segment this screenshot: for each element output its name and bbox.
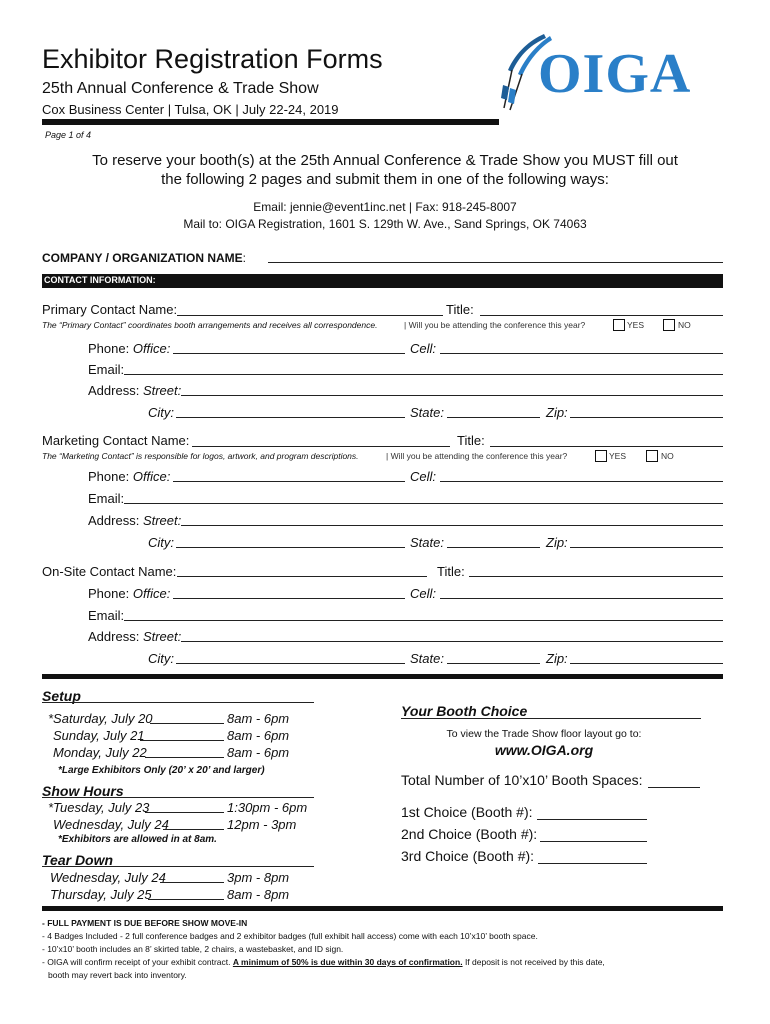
onsite-address-text: Address: <box>88 629 140 644</box>
footer-line-3: - 10’x10’ booth includes an 8’ skirted table, 2 chairs, a wastebasket, and ID sign. <box>42 944 344 954</box>
primary-state-label: State: <box>410 405 444 420</box>
primary-office-text: Office: <box>132 341 171 356</box>
tear-down-day-2: Thursday, July 25 <box>50 887 152 902</box>
onsite-office-field[interactable] <box>173 598 405 599</box>
onsite-address-label <box>88 629 181 644</box>
primary-office-field[interactable] <box>173 353 405 354</box>
footer-line-4 <box>42 957 605 967</box>
show-hours-title: Show Hours <box>42 783 124 799</box>
onsite-email-label: Email: <box>88 608 125 623</box>
setup-day-2: Sunday, July 21 <box>53 728 145 743</box>
primary-contact-name-field[interactable] <box>177 315 443 316</box>
setup-day-3-field <box>145 757 224 758</box>
logo-text: OIGA <box>538 43 692 105</box>
tear-down-title-rule <box>42 866 314 867</box>
tear-down-day-1: Wednesday, July 24 <box>50 870 166 885</box>
marketing-title-field[interactable] <box>490 446 723 447</box>
booth-choice-title: Your Booth Choice <box>401 703 528 719</box>
onsite-contact-label: On-Site Contact Name: <box>42 564 177 579</box>
booth-layout-url[interactable]: www.OIGA.org <box>494 742 594 758</box>
marketing-email-field[interactable] <box>124 503 723 504</box>
onsite-state-label: State: <box>410 651 444 666</box>
section-divider <box>42 674 723 679</box>
company-label-text: COMPANY / ORGANIZATION NAME <box>42 251 243 265</box>
marketing-phone-label <box>88 469 170 484</box>
footer-line-5: booth may revert back into inventory. <box>48 970 187 980</box>
intro-line-1: To reserve your booth(s) at the 25th Annual Conference & Trade Show you MUST fill out <box>92 152 678 169</box>
company-label <box>42 251 246 265</box>
marketing-office-field[interactable] <box>173 481 405 482</box>
primary-title-field[interactable] <box>480 315 723 316</box>
primary-phone-text: Phone: <box>88 341 130 356</box>
booth-choice-2-field[interactable] <box>540 841 647 842</box>
onsite-street-field[interactable] <box>181 641 723 642</box>
onsite-cell-field[interactable] <box>440 598 723 599</box>
onsite-state-field[interactable] <box>447 663 540 664</box>
marketing-cell-field[interactable] <box>440 481 723 482</box>
intro-email-fax: Email: jennie@event1inc.net | Fax: 918-245-8007 <box>253 200 517 214</box>
show-hours-time-2: 12pm - 3pm <box>227 817 297 832</box>
booth-choice-title-rule <box>401 718 701 719</box>
marketing-contact-label: Marketing Contact Name: <box>42 433 190 448</box>
footer-line-2: - 4 Badges Included - 2 full conference badges and 2 exhibitor badges (full exhibit hall access) come with each 10’x10’ booth space. <box>42 931 538 941</box>
footer-deposit-terms: A minimum of 50% is due within 30 days of confirmation. <box>232 957 463 967</box>
onsite-phone-label <box>88 586 170 601</box>
company-name-field[interactable] <box>268 262 723 263</box>
footer-line-1: - FULL PAYMENT IS DUE BEFORE SHOW MOVE-IN <box>42 918 248 928</box>
booth-layout-note: To view the Trade Show floor layout go to: <box>446 728 642 740</box>
primary-city-label: City: <box>148 405 174 420</box>
setup-time-3: 8am - 6pm <box>227 745 290 760</box>
tear-down-day-1-field <box>160 882 224 883</box>
marketing-attend-question: | Will you be attending the conference this year? <box>386 451 568 461</box>
primary-contact-label: Primary Contact Name: <box>42 302 178 317</box>
booth-choice-1-label: 1st Choice (Booth #): <box>401 804 533 820</box>
primary-city-field[interactable] <box>176 417 405 418</box>
show-hours-day-2: Wednesday, July 24 <box>53 817 169 832</box>
show-hours-day-1: *Tuesday, July 23 <box>48 800 150 815</box>
marketing-attend-no-checkbox[interactable] <box>646 450 658 462</box>
primary-email-label: Email: <box>88 362 125 377</box>
onsite-office-text: Office: <box>132 586 171 601</box>
onsite-zip-label: Zip: <box>546 651 568 666</box>
primary-cell-label: Cell: <box>410 341 437 356</box>
footer-line-4-start: - OIGA will confirm receipt of your exhibit contract. <box>42 957 231 967</box>
primary-street-field[interactable] <box>181 395 723 396</box>
setup-time-2: 8am - 6pm <box>227 728 290 743</box>
primary-email-field[interactable] <box>124 374 723 375</box>
onsite-phone-text: Phone: <box>88 586 130 601</box>
venue-line: Cox Business Center | Tulsa, OK | July 22-24, 2019 <box>42 102 339 117</box>
primary-attend-question: | Will you be attending the conference this year? <box>404 320 586 330</box>
primary-address-label <box>88 383 181 398</box>
primary-title-label: Title: <box>446 302 474 317</box>
setup-time-1: 8am - 6pm <box>227 711 290 726</box>
tear-down-day-2-field <box>148 899 224 900</box>
onsite-contact-name-field[interactable] <box>177 576 427 577</box>
page-title: Exhibitor Registration Forms <box>42 44 383 74</box>
primary-zip-label: Zip: <box>546 405 568 420</box>
marketing-street-text: Street: <box>142 513 182 528</box>
marketing-contact-note: The “Marketing Contact” is responsible for logos, artwork, and program descriptions. <box>42 451 359 461</box>
contact-info-bar <box>42 274 723 288</box>
intro-mail: Mail to: OIGA Registration, 1601 S. 129th W. Ave., Sand Springs, OK 74063 <box>183 217 587 231</box>
show-hours-time-1: 1:30pm - 6pm <box>227 800 308 815</box>
intro-line-2: the following 2 pages and submit them in one of the following ways: <box>161 171 609 188</box>
show-hours-day-1-field <box>145 812 224 813</box>
primary-yes-label: YES <box>627 320 645 330</box>
marketing-address-text: Address: <box>88 513 140 528</box>
setup-day-2-field <box>140 740 224 741</box>
primary-address-text: Address: <box>88 383 140 398</box>
marketing-state-field[interactable] <box>447 547 540 548</box>
setup-day-1: *Saturday, July 20 <box>48 711 153 726</box>
primary-phone-label <box>88 341 170 356</box>
tear-down-title: Tear Down <box>42 852 114 868</box>
marketing-cell-label: Cell: <box>410 469 437 484</box>
header-rule <box>42 119 499 125</box>
marketing-contact-name-field[interactable] <box>192 446 450 447</box>
marketing-title-label: Title: <box>457 433 485 448</box>
tear-down-time-1: 3pm - 8pm <box>227 870 290 885</box>
onsite-street-text: Street: <box>142 629 182 644</box>
marketing-state-label: State: <box>410 535 444 550</box>
booth-choice-1-field[interactable] <box>537 819 647 820</box>
marketing-zip-field[interactable] <box>570 547 723 548</box>
marketing-city-field[interactable] <box>176 547 405 548</box>
primary-contact-note: The “Primary Contact” coordinates booth arrangements and receives all correspondence. <box>42 320 378 330</box>
marketing-phone-text: Phone: <box>88 469 130 484</box>
show-hours-title-rule <box>42 797 314 798</box>
onsite-city-label: City: <box>148 651 174 666</box>
show-hours-note: *Exhibitors are allowed in at 8am. <box>58 834 217 845</box>
onsite-city-field[interactable] <box>176 663 405 664</box>
primary-cell-field[interactable] <box>440 353 723 354</box>
booth-choice-3-field[interactable] <box>538 863 647 864</box>
footer-divider <box>42 906 723 911</box>
onsite-email-field[interactable] <box>124 620 723 621</box>
show-hours-day-2-field <box>163 829 224 830</box>
contact-info-label: CONTACT INFORMATION: <box>44 275 156 285</box>
setup-day-3: Monday, July 22 <box>53 745 147 760</box>
marketing-no-label: NO <box>661 451 674 461</box>
setup-day-1-field <box>150 723 224 724</box>
setup-title-rule <box>42 702 314 703</box>
marketing-address-label <box>88 513 181 528</box>
primary-zip-field[interactable] <box>570 417 723 418</box>
booth-total-field[interactable] <box>648 787 700 788</box>
primary-attend-yes-checkbox[interactable] <box>613 319 625 331</box>
page-label: Page 1 of 4 <box>45 130 92 140</box>
setup-title: Setup <box>42 688 81 704</box>
booth-total-label: Total Number of 10’x10’ Booth Spaces: <box>401 772 643 788</box>
primary-state-field[interactable] <box>447 417 540 418</box>
tear-down-time-2: 8am - 8pm <box>227 887 290 902</box>
company-label-colon: : <box>242 251 247 265</box>
setup-note: *Large Exhibitors Only (20’ x 20’ and larger) <box>58 765 265 776</box>
primary-street-text: Street: <box>142 383 182 398</box>
onsite-cell-label: Cell: <box>410 586 437 601</box>
onsite-title-field[interactable] <box>469 576 723 577</box>
marketing-yes-label: YES <box>609 451 627 461</box>
marketing-zip-label: Zip: <box>546 535 568 550</box>
primary-attend-no-checkbox[interactable] <box>663 319 675 331</box>
footer-line-4-end: If deposit is not received by this date, <box>464 957 605 967</box>
booth-choice-3-label: 3rd Choice (Booth #): <box>401 848 535 864</box>
page-subtitle: 25th Annual Conference & Trade Show <box>42 80 319 97</box>
primary-no-label: NO <box>678 320 691 330</box>
marketing-email-label: Email: <box>88 491 125 506</box>
marketing-street-field[interactable] <box>181 525 723 526</box>
marketing-attend-yes-checkbox[interactable] <box>595 450 607 462</box>
onsite-zip-field[interactable] <box>570 663 723 664</box>
booth-choice-2-label: 2nd Choice (Booth #): <box>401 826 538 842</box>
onsite-title-label: Title: <box>437 564 465 579</box>
marketing-city-label: City: <box>148 535 174 550</box>
oiga-logo <box>500 30 725 120</box>
marketing-office-text: Office: <box>132 469 171 484</box>
